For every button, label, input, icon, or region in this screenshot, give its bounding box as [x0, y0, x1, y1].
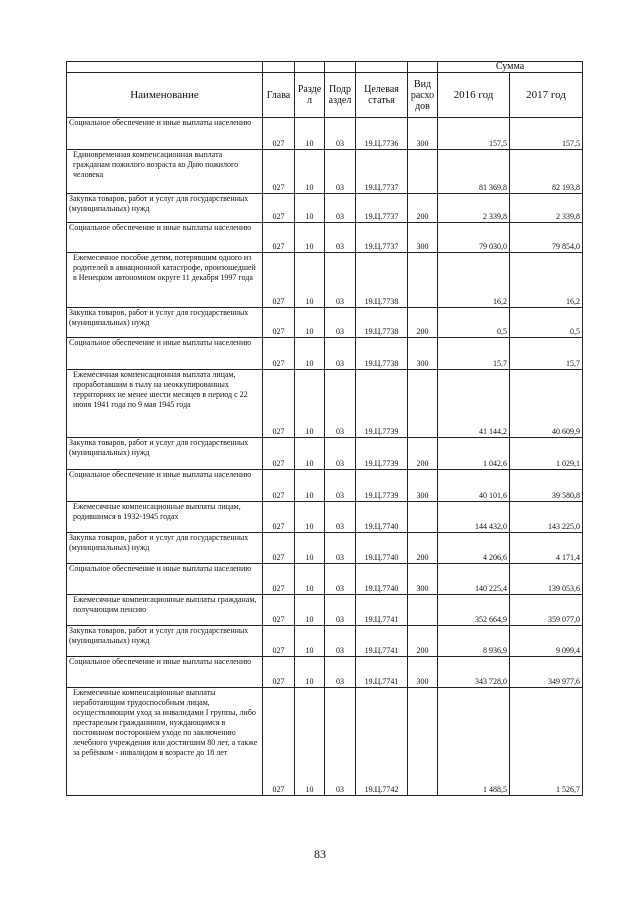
row-value-2017: 1 526,7 — [510, 688, 583, 796]
row-value-2016: 2 339,8 — [438, 194, 510, 223]
row-section: 10 — [295, 657, 325, 688]
header-year-2016: 2016 год — [438, 73, 510, 118]
row-value-2017: 143 225,0 — [510, 502, 583, 533]
header-row-main — [67, 73, 583, 118]
row-value-2017: 39 580,8 — [510, 470, 583, 502]
row-name: Социальное обеспечение и иные выплаты населению — [67, 564, 263, 595]
row-name: Ежемесячная компенсационная выплата лицам, проработавшим в тылу на неоккупированных территориях не менее шести месяцев в период с 22 июня 1941 года по 9 мая 1945 года — [67, 370, 263, 438]
table-row — [67, 470, 583, 502]
table-row — [67, 502, 583, 533]
row-chapter: 027 — [263, 688, 295, 796]
table-row — [67, 338, 583, 370]
header-target: Целевая статья — [356, 73, 408, 118]
row-value-2017: 1 029,1 — [510, 438, 583, 470]
row-subsection: 03 — [325, 194, 356, 223]
row-kind — [408, 370, 438, 438]
row-value-2017: 79 854,0 — [510, 223, 583, 253]
table-row — [67, 564, 583, 595]
row-subsection: 03 — [325, 223, 356, 253]
row-chapter: 027 — [263, 150, 295, 194]
row-value-2017: 349 977,6 — [510, 657, 583, 688]
row-kind: 200 — [408, 438, 438, 470]
row-chapter: 027 — [263, 194, 295, 223]
row-subsection: 03 — [325, 626, 356, 657]
row-name: Закупка товаров, работ и услуг для государственных (муниципальных) нужд — [67, 308, 263, 338]
row-name: Ежемесячные компенсационные выплаты лицам, родившимся в 1932-1945 годах — [67, 502, 263, 533]
row-kind: 200 — [408, 308, 438, 338]
row-chapter: 027 — [263, 370, 295, 438]
row-chapter: 027 — [263, 338, 295, 370]
row-name: Социальное обеспечение и иные выплаты населению — [67, 338, 263, 370]
row-value-2016: 40 101,6 — [438, 470, 510, 502]
header-section: Разде л — [295, 73, 325, 118]
row-kind: 300 — [408, 223, 438, 253]
header-row-top — [67, 62, 583, 73]
row-target: 19.Ц.7738 — [356, 253, 408, 308]
row-value-2016: 1 042,6 — [438, 438, 510, 470]
table-row — [67, 118, 583, 150]
table-row — [67, 533, 583, 564]
row-section: 10 — [295, 688, 325, 796]
row-target: 19.Ц.7739 — [356, 470, 408, 502]
row-value-2016: 79 030,0 — [438, 223, 510, 253]
row-target: 19.Ц.7738 — [356, 338, 408, 370]
row-section: 10 — [295, 470, 325, 502]
row-target: 19.Ц.7737 — [356, 194, 408, 223]
row-name: Социальное обеспечение и иные выплаты населению — [67, 118, 263, 150]
row-value-2016: 352 664,9 — [438, 595, 510, 626]
row-kind: 300 — [408, 470, 438, 502]
row-value-2016: 81 369,8 — [438, 150, 510, 194]
row-chapter: 027 — [263, 657, 295, 688]
header-subsection: Подр аздел — [325, 73, 356, 118]
row-name: Закупка товаров, работ и услуг для государственных (муниципальных) нужд — [67, 438, 263, 470]
row-subsection: 03 — [325, 338, 356, 370]
table-row — [67, 253, 583, 308]
row-target: 19.Ц.7739 — [356, 438, 408, 470]
table-row — [67, 370, 583, 438]
table-row — [67, 657, 583, 688]
row-target: 19.Ц.7740 — [356, 502, 408, 533]
row-chapter: 027 — [263, 564, 295, 595]
table-body — [67, 118, 583, 796]
row-value-2017: 139 053,6 — [510, 564, 583, 595]
row-value-2016: 41 144,2 — [438, 370, 510, 438]
row-kind: 300 — [408, 338, 438, 370]
row-subsection: 03 — [325, 253, 356, 308]
table-row — [67, 688, 583, 796]
row-value-2017: 2 339,8 — [510, 194, 583, 223]
header-name: Наименование — [67, 73, 263, 118]
row-chapter: 027 — [263, 438, 295, 470]
header-kind: Вид расхо дов — [408, 73, 438, 118]
row-target: 19.Ц.7737 — [356, 150, 408, 194]
row-section: 10 — [295, 308, 325, 338]
row-value-2016: 8 936,9 — [438, 626, 510, 657]
table-row — [67, 626, 583, 657]
row-chapter: 027 — [263, 223, 295, 253]
row-name: Социальное обеспечение и иные выплаты населению — [67, 470, 263, 502]
header-sum: Сумма — [438, 62, 583, 73]
row-kind: 300 — [408, 564, 438, 595]
row-subsection: 03 — [325, 595, 356, 626]
row-value-2017: 4 171,4 — [510, 533, 583, 564]
row-name: Единовременная компенсационная выплата гражданам пожилого возраста ко Дню пожилого человека — [67, 150, 263, 194]
row-kind — [408, 253, 438, 308]
row-target: 19.Ц.7738 — [356, 308, 408, 338]
row-kind: 200 — [408, 533, 438, 564]
row-subsection: 03 — [325, 438, 356, 470]
row-target: 19.Ц.7741 — [356, 657, 408, 688]
row-name: Ежемесячные компенсационные выплаты гражданам, получающим пенсию — [67, 595, 263, 626]
table-row — [67, 150, 583, 194]
row-section: 10 — [295, 626, 325, 657]
row-chapter: 027 — [263, 502, 295, 533]
row-name: Закупка товаров, работ и услуг для государственных (муниципальных) нужд — [67, 533, 263, 564]
row-section: 10 — [295, 253, 325, 308]
row-chapter: 027 — [263, 253, 295, 308]
row-kind — [408, 502, 438, 533]
row-section: 10 — [295, 595, 325, 626]
row-section: 10 — [295, 533, 325, 564]
row-value-2016: 140 225,4 — [438, 564, 510, 595]
row-kind: 200 — [408, 626, 438, 657]
table-row — [67, 308, 583, 338]
row-value-2017: 15,7 — [510, 338, 583, 370]
row-kind — [408, 688, 438, 796]
row-subsection: 03 — [325, 657, 356, 688]
row-target: 19.Ц.7737 — [356, 223, 408, 253]
row-subsection: 03 — [325, 470, 356, 502]
row-section: 10 — [295, 338, 325, 370]
row-chapter: 027 — [263, 533, 295, 564]
row-value-2016: 144 432,0 — [438, 502, 510, 533]
row-kind: 200 — [408, 194, 438, 223]
row-name: Ежемесячные компенсационные выплаты неработающим трудоспособным лицам, осуществляющим уход за инвалидами I группы, либо престарелым гражданином, нуждающимся в постоянном постороннем уходе по заключению лечебного учреждения или достигшим 80 лет, а также за ребёнком - инвалидом в возрасте до 18 лет — [67, 688, 263, 796]
row-subsection: 03 — [325, 564, 356, 595]
row-value-2017: 40 609,9 — [510, 370, 583, 438]
page-number: 83 — [314, 847, 326, 861]
row-value-2017: 9 099,4 — [510, 626, 583, 657]
row-target: 19.Ц.7741 — [356, 626, 408, 657]
row-kind: 300 — [408, 118, 438, 150]
table-row — [67, 595, 583, 626]
table-row — [67, 223, 583, 253]
row-value-2016: 1 488,5 — [438, 688, 510, 796]
row-chapter: 027 — [263, 470, 295, 502]
row-target: 19.Ц.7740 — [356, 533, 408, 564]
row-target: 19.Ц.7741 — [356, 595, 408, 626]
table-row — [67, 438, 583, 470]
row-chapter: 027 — [263, 308, 295, 338]
row-subsection: 03 — [325, 533, 356, 564]
row-name: Социальное обеспечение и иные выплаты населению — [67, 657, 263, 688]
row-value-2016: 15,7 — [438, 338, 510, 370]
row-value-2017: 82 193,8 — [510, 150, 583, 194]
row-section: 10 — [295, 223, 325, 253]
row-name: Социальное обеспечение и иные выплаты населению — [67, 223, 263, 253]
row-kind: 300 — [408, 657, 438, 688]
row-subsection: 03 — [325, 150, 356, 194]
row-target: 19.Ц.7736 — [356, 118, 408, 150]
row-section: 10 — [295, 502, 325, 533]
row-section: 10 — [295, 118, 325, 150]
row-subsection: 03 — [325, 308, 356, 338]
row-value-2017: 16,2 — [510, 253, 583, 308]
budget-table — [66, 61, 583, 796]
row-value-2016: 4 206,6 — [438, 533, 510, 564]
row-chapter: 027 — [263, 118, 295, 150]
row-name: Закупка товаров, работ и услуг для государственных (муниципальных) нужд — [67, 626, 263, 657]
row-subsection: 03 — [325, 118, 356, 150]
row-section: 10 — [295, 150, 325, 194]
row-value-2017: 0,5 — [510, 308, 583, 338]
row-value-2016: 157,5 — [438, 118, 510, 150]
row-subsection: 03 — [325, 370, 356, 438]
row-value-2016: 343 728,0 — [438, 657, 510, 688]
row-section: 10 — [295, 194, 325, 223]
row-kind — [408, 595, 438, 626]
row-section: 10 — [295, 438, 325, 470]
row-value-2017: 157,5 — [510, 118, 583, 150]
row-value-2016: 0,5 — [438, 308, 510, 338]
header-chapter: Глава — [263, 73, 295, 118]
table-row — [67, 194, 583, 223]
row-chapter: 027 — [263, 595, 295, 626]
row-section: 10 — [295, 564, 325, 595]
header-year-2017: 2017 год — [510, 73, 583, 118]
row-subsection: 03 — [325, 502, 356, 533]
row-value-2017: 359 077,0 — [510, 595, 583, 626]
row-name: Ежемесячное пособие детям, потерявшим одного из родителей в авиационной катастрофе, произошедшей в Ненецком автономном округе 11 декабря 1997 года — [67, 253, 263, 308]
row-target: 19.Ц.7739 — [356, 370, 408, 438]
row-section: 10 — [295, 370, 325, 438]
row-value-2016: 16,2 — [438, 253, 510, 308]
row-subsection: 03 — [325, 688, 356, 796]
row-kind — [408, 150, 438, 194]
row-target: 19.Ц.7740 — [356, 564, 408, 595]
row-target: 19.Ц.7742 — [356, 688, 408, 796]
row-chapter: 027 — [263, 626, 295, 657]
row-name: Закупка товаров, работ и услуг для государственных (муниципальных) нужд — [67, 194, 263, 223]
